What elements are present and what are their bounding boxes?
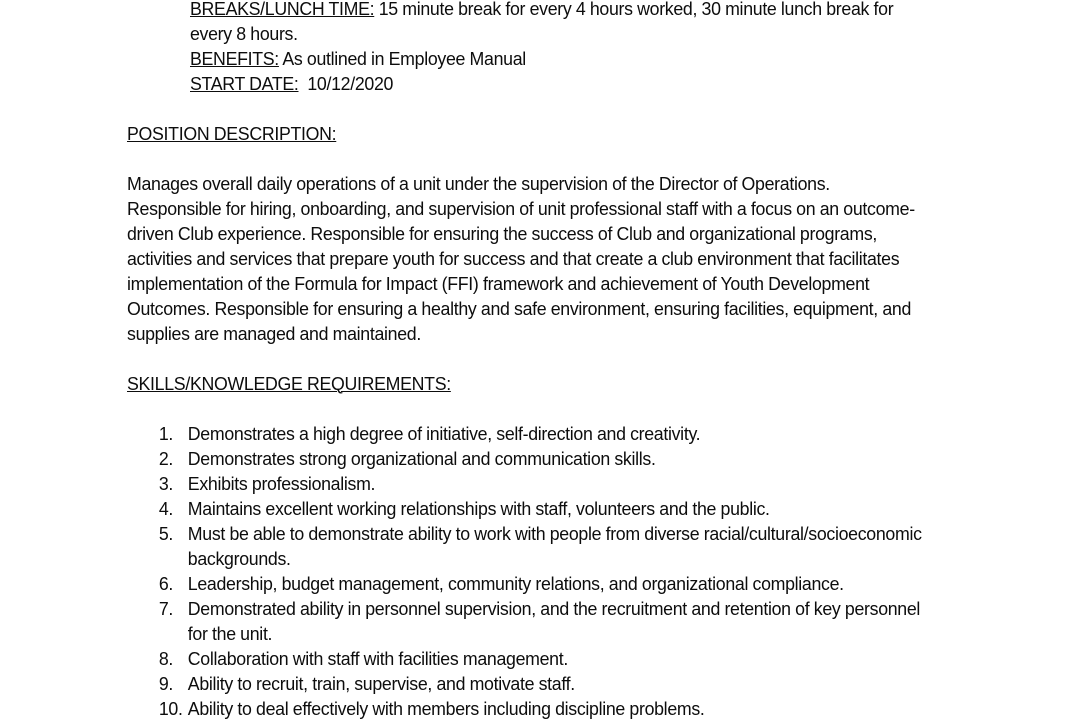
start-date-value: 10/12/2020	[307, 73, 394, 94]
list-item: Maintains excellent working relationships with staff, volunteers and the public.	[187, 498, 770, 519]
spacer-after-skills-heading	[127, 396, 957, 421]
position-description-heading-text: POSITION DESCRIPTION:	[127, 123, 337, 144]
employment-terms-block	[190, 0, 958, 96]
position-description-paragraph: Manages overall daily operations of a unit under the supervision of the Director of Operations. Responsible for hiring, onboarding, and supervision of unit professional staff with a focus on an outcome-driven Club experience. Responsible for ensuring the success of Club and organizational programs, activities and services that prepare youth for success and that create a club environment that facilitates implementation of the Formula for Impact (FFI) framework and achievement of Youth Development Outcomes. Responsible for ensuring a healthy and safe environment, ensuring facilities, equipment, and supplies are managed and maintained.	[127, 173, 915, 344]
list-item: Demonstrates strong organizational and communication skills.	[187, 448, 656, 469]
list-item: Collaboration with staff with facilities management.	[187, 648, 568, 669]
breaks-lunch-time-label: BREAKS/LUNCH TIME:	[190, 0, 375, 19]
breaks-lunch-time-line	[190, 0, 931, 46]
spacer-after-terms	[127, 96, 957, 121]
benefits-value: As outlined in Employee Manual	[282, 48, 526, 69]
list-item: Must be able to demonstrate ability to work with people from diverse racial/cultural/socioeconomic backgrounds.	[187, 523, 922, 569]
start-date-label: START DATE:	[190, 73, 299, 94]
skills-requirements-list	[127, 421, 957, 721]
list-item: Ability to recruit, train, supervise, and motivate staff.	[187, 673, 575, 694]
list-item: Ability to deal effectively with members including discipline problems.	[187, 698, 705, 719]
list-item: Exhibits professionalism.	[187, 473, 376, 494]
list-item: Demonstrated ability in personnel supervision, and the recruitment and retention of key personnel for the unit.	[187, 598, 921, 644]
spacer-after-position-body	[127, 346, 957, 371]
list-item: Leadership, budget management, community relations, and organizational compliance.	[187, 573, 844, 594]
start-date-line	[190, 71, 931, 96]
skills-requirements-heading	[127, 371, 928, 396]
skills-requirements-heading-text: SKILLS/KNOWLEDGE REQUIREMENTS:	[127, 373, 451, 394]
position-description-heading	[127, 121, 928, 146]
spacer-after-position-heading	[127, 146, 957, 171]
benefits-line	[190, 46, 931, 71]
document-body	[127, 0, 957, 721]
benefits-label: BENEFITS:	[190, 48, 279, 69]
breaks-lunch-time-value: 15 minute break for every 4 hours worked, 30 minute lunch break for every 8 hours.	[190, 0, 894, 44]
list-item: Demonstrates a high degree of initiative, self-direction and creativity.	[187, 423, 701, 444]
